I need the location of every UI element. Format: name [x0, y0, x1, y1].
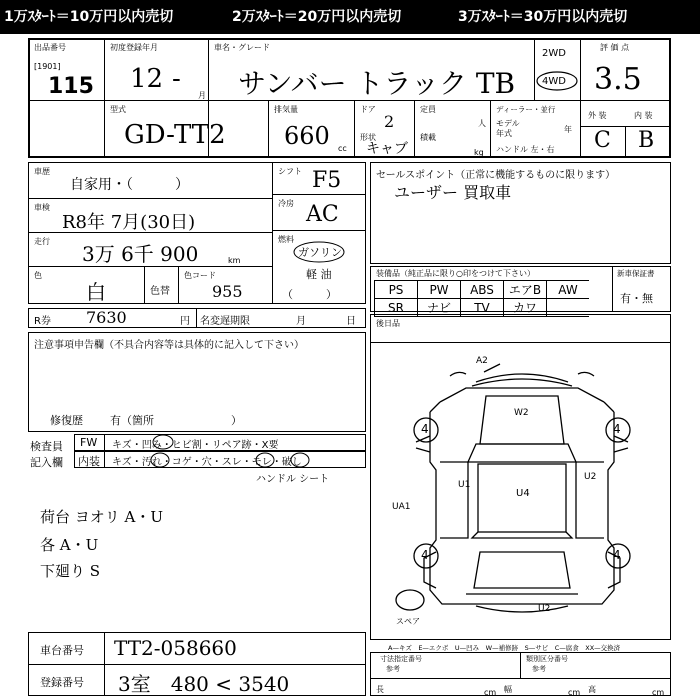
height-label: 高: [588, 685, 596, 694]
aircon: AC: [306, 202, 339, 227]
inspection-label: 車検: [34, 203, 50, 212]
cap-unit: 人: [478, 119, 486, 128]
interior-row-label: 内装: [78, 455, 100, 468]
interior-marks: [100, 430, 370, 478]
spare-label: スペア: [396, 617, 420, 626]
notes-label: 注意事項申告欄（不具合内容等は具体的に記入して下さい）: [34, 340, 304, 351]
shift-label: シフト: [278, 167, 302, 176]
equip-ps: PS: [375, 281, 418, 299]
mark-u1: U1: [458, 480, 471, 490]
sales-label: セールスポイント（正常に機能するものに限ります）: [376, 170, 616, 181]
banner-text-1: 1万ｽﾀｰﾄ＝10万円以内売切: [4, 9, 174, 25]
reg-label: 登録番号: [40, 676, 84, 689]
color-code-label: 色コード: [184, 271, 216, 280]
fuel-gas-circle: [292, 240, 346, 264]
interior-row-text: キズ・汚れ・コゲ・穴・スレ・モレ・破し: [112, 457, 302, 468]
equip-abs: ABS: [461, 281, 504, 299]
mark-u2: U2: [584, 472, 597, 482]
history-label: 車歴: [34, 167, 50, 176]
first-reg-year: 12: [130, 64, 164, 94]
equip-label: 装備品（純正品に限り○印をつけて下さい）: [376, 269, 535, 278]
reg-dims: 3室 480 < 3540: [118, 672, 290, 696]
load-unit: kg: [474, 148, 484, 157]
banner-text-3: 3万ｽﾀｰﾄ＝30万円以内売切: [458, 9, 628, 25]
equip-sr: SR: [375, 299, 418, 317]
inspection: R8年 7月(30日): [62, 212, 196, 233]
recycle-yen: 円: [180, 316, 190, 327]
door-label: ドア: [360, 105, 376, 114]
mark-u2-rear: U2: [538, 604, 551, 614]
mileage: 3万 6千 900: [82, 242, 199, 266]
warranty-label: 新車保証書: [617, 269, 655, 278]
tire-rear-left: 4: [421, 548, 429, 562]
interior-grade: B: [638, 128, 655, 153]
recycle-label: R券: [34, 316, 51, 327]
score: 3.5: [594, 62, 642, 97]
equip-leather: カワ: [504, 299, 547, 317]
dealer-label: ディーラー・並行: [496, 105, 556, 114]
mark-u4: U4: [516, 488, 530, 499]
equip-airbag: エアB: [504, 281, 547, 299]
aircon-label: 冷房: [278, 199, 294, 208]
fuel-gas: ガソリン: [298, 246, 342, 259]
fw-text: キズ・凹み・ヒビ割・リペア跡・X要: [112, 440, 279, 451]
interior-label: 内 装: [634, 111, 653, 120]
chassis-label: 車台番号: [40, 644, 84, 657]
equip-tv: TV: [461, 299, 504, 317]
shape-label: 形状: [360, 133, 376, 142]
shape: キャブ: [366, 141, 408, 157]
model: GD-TT2: [124, 120, 226, 150]
equip-aw: AW: [547, 281, 590, 299]
repair-label: 修復歴: [50, 414, 83, 427]
damage-legend: A—キズ E—エクボ U—凹み W—補修跡 S—サビ C—腐食 XX—交換済: [388, 644, 621, 652]
shift: F5: [312, 168, 342, 193]
aftermarket-label: 後日品: [376, 319, 400, 328]
fuel-diesel: 軽 油: [306, 268, 332, 281]
model-year-label-2: 年式: [496, 129, 512, 138]
nameplate-day: 日: [346, 316, 356, 327]
color: 白: [86, 280, 106, 304]
nameplate-label: 名変遅期限: [200, 316, 250, 327]
equipment-grid: [374, 280, 589, 317]
first-reg-month: -: [172, 64, 181, 94]
fuel-label: 燃料: [278, 235, 294, 244]
ref-label-1: 参考: [386, 665, 400, 673]
lot-number: 115: [48, 74, 94, 99]
lot-label: 出品番号: [34, 43, 66, 52]
first-reg-label: 初度登録年月: [110, 43, 158, 52]
width-unit: cm: [568, 688, 581, 697]
color-change-label: 色替: [150, 286, 170, 297]
recycle-row: [28, 308, 366, 328]
equip-navi: ナビ: [418, 299, 461, 317]
banner-text-2: 2万ｽﾀｰﾄ＝20万円以内売切: [232, 9, 402, 25]
warranty-value: 有・無: [620, 292, 653, 305]
session-code: [1901]: [34, 62, 61, 71]
fw-label: FW: [80, 436, 98, 449]
hand-note-1: 荷台 ヨオリ A・U: [40, 508, 164, 526]
mileage-unit: km: [228, 256, 241, 265]
hand-note-2: 各 A・U: [40, 536, 99, 554]
drive-4wd: 4WD: [542, 76, 566, 87]
month-unit: 月: [198, 91, 206, 100]
ref-size-label: 寸法指定番号: [380, 655, 422, 663]
model-year-label: モデル: [496, 119, 520, 128]
tire-front-right: 4: [613, 422, 621, 436]
load-label: 積載: [420, 133, 436, 142]
length-unit: cm: [484, 688, 497, 697]
tire-rear-right: 4: [613, 548, 621, 562]
top-banner: [0, 0, 700, 34]
name-label: 車名・グレード: [214, 43, 270, 52]
drive-4wd-circle: [535, 70, 579, 92]
mark-ua1: UA1: [392, 502, 411, 512]
mileage-label: 走行: [34, 237, 50, 246]
recycle-fee: 7630: [86, 308, 127, 327]
model-label: 型式: [110, 105, 126, 114]
height-unit: cm: [652, 688, 665, 697]
chassis-number: TT2-058660: [114, 636, 237, 660]
sales-text: ユーザー 買取車: [394, 183, 512, 202]
mark-a2: A2: [476, 356, 488, 366]
disp-label: 排気量: [274, 105, 298, 114]
displacement: 660: [284, 122, 330, 150]
repair-value: 有（箇所 ）: [110, 414, 242, 427]
car-name: サンバー トラック TB: [238, 67, 516, 100]
width-label: 幅: [504, 685, 512, 694]
doors: 2: [384, 112, 395, 131]
color-code: 955: [212, 282, 243, 301]
nameplate-month: 月: [296, 316, 306, 327]
mark-w2: W2: [514, 408, 529, 418]
inspector-label: 検査員: [30, 440, 63, 453]
history-value: 自家用・（ ）: [70, 177, 189, 193]
length-label: 長: [376, 685, 384, 694]
entry-label: 記入欄: [30, 456, 63, 469]
interior-note: ハンドル シート: [256, 474, 330, 485]
handle-label: ハンドル 左・右: [496, 145, 555, 154]
cap-label: 定員: [420, 105, 436, 114]
exterior-grade: C: [594, 128, 611, 153]
drive-2wd: 2WD: [542, 48, 566, 59]
equip-pw: PW: [418, 281, 461, 299]
fuel-paren: （ ）: [282, 288, 337, 301]
year-unit: 年: [564, 125, 572, 134]
disp-unit: cc: [338, 144, 347, 153]
class-label: 類別区分番号: [526, 655, 568, 663]
hand-note-3: 下廻り S: [40, 562, 101, 580]
tire-front-left: 4: [421, 422, 429, 436]
color-label: 色: [34, 271, 42, 280]
score-label: 評 価 点: [600, 43, 630, 52]
ref-label-2: 参考: [532, 665, 546, 673]
exterior-label: 外 装: [588, 111, 607, 120]
